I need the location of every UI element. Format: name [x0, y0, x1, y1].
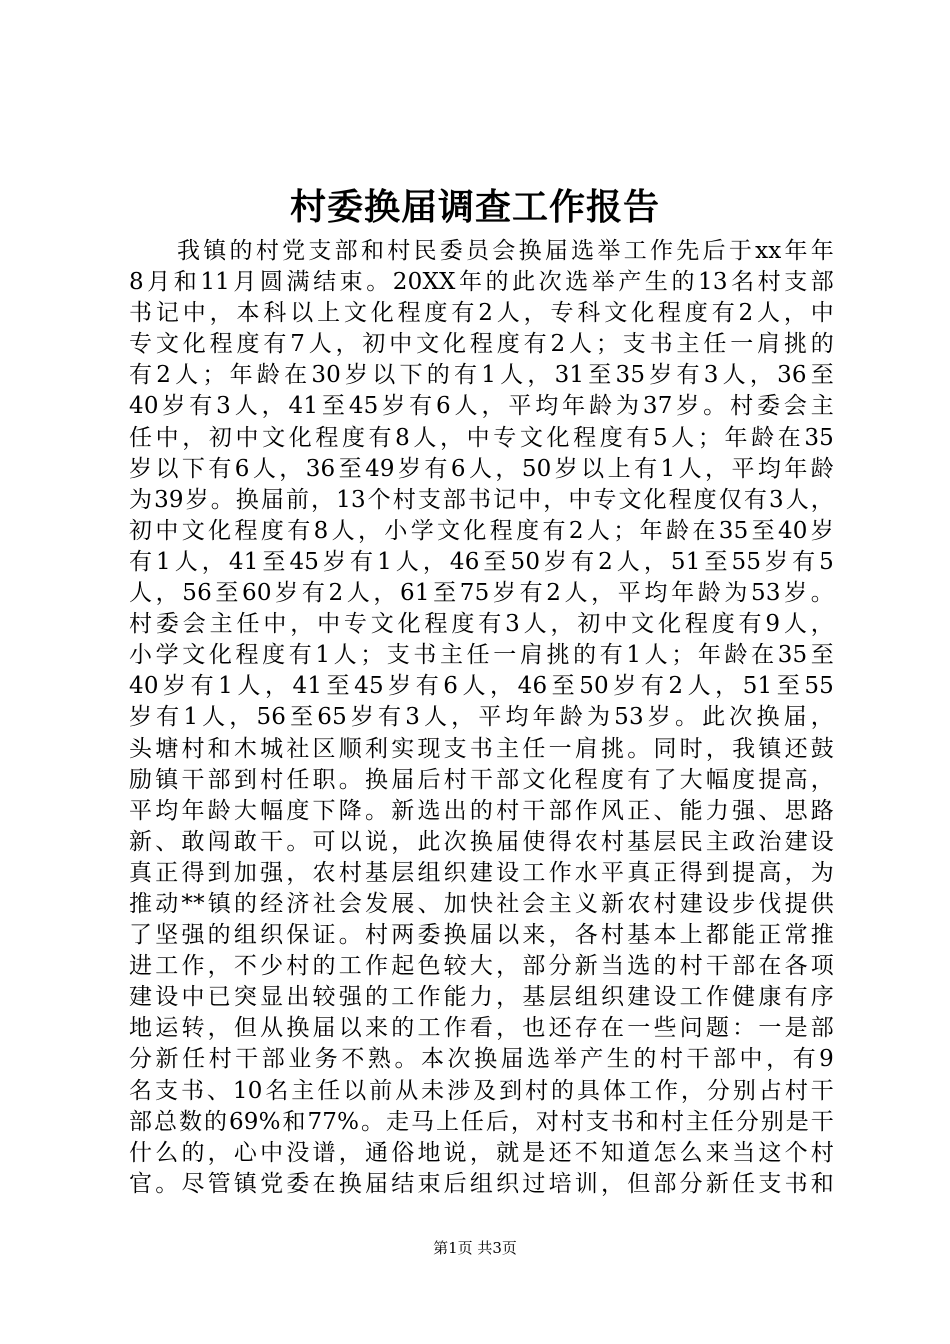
body-line: 40岁有1人，41至45岁有6人，46至50岁有2人，51至55 — [129, 673, 834, 700]
body-line: 村委会主任中，中专文化程度有3人，初中文化程度有9人， — [129, 611, 834, 638]
body-line: 小学文化程度有1人；支书主任一肩挑的有1人；年龄在35至 — [129, 642, 834, 669]
body-line: 8月和11月圆满结束。20XX年的此次选举产生的13名村支部 — [129, 269, 834, 296]
body-line: 进工作，不少村的工作起色较大，部分新当选的村干部在各项 — [129, 953, 834, 980]
body-line: 有2人；年龄在30岁以下的有1人，31至35岁有3人，36至 — [129, 362, 834, 389]
body-line: 真正得到加强，农村基层组织建设工作水平真正得到提高，为 — [129, 859, 834, 886]
body-line: 岁有1人，56至65岁有3人，平均年龄为53岁。此次换届， — [129, 704, 834, 731]
body-line: 初中文化程度有8人，小学文化程度有2人；年龄在35至40岁 — [129, 517, 834, 544]
body-line: 名支书、10名主任以前从未涉及到村的具体工作，分别占村干 — [129, 1077, 834, 1104]
document-title: 村委换届调查工作报告 — [289, 186, 660, 228]
body-line: 地运转，但从换届以来的工作看，也还存在一些问题：一是部 — [129, 1015, 834, 1042]
body-line: 书记中，本科以上文化程度有2人，专科文化程度有2人，中 — [129, 300, 834, 327]
body-line: 有1人，41至45岁有1人，46至50岁有2人，51至55岁有5 — [129, 548, 834, 575]
body-line: 人，56至60岁有2人，61至75岁有2人，平均年龄为53岁。 — [129, 580, 834, 607]
body-line: 为39岁。换届前，13个村支部书记中，中专文化程度仅有3人， — [129, 486, 834, 513]
page-footer: 第1页 共3页 — [433, 1239, 517, 1257]
body-line: 40岁有3人，41至45岁有6人，平均年龄为37岁。村委会主 — [129, 393, 834, 420]
body-line: 建设中已突显出较强的工作能力，基层组织建设工作健康有序 — [129, 984, 834, 1011]
body-text — [129, 236, 834, 1200]
body-line: 头塘村和木城社区顺利实现支书主任一肩挑。同时，我镇还鼓 — [129, 735, 834, 762]
body-line: 专文化程度有7人，初中文化程度有2人；支书主任一肩挑的 — [129, 331, 834, 358]
body-line: 新、敢闯敢干。可以说，此次换届使得农村基层民主政治建设 — [129, 828, 834, 855]
body-line: 部总数的69%和77%。走马上任后，对村支书和村主任分别是干 — [129, 1108, 834, 1135]
body-line: 分新任村干部业务不熟。本次换届选举产生的村干部中，有9 — [129, 1046, 834, 1073]
body-line: 岁以下有6人，36至49岁有6人，50岁以上有1人，平均年龄 — [129, 455, 834, 482]
body-line: 任中，初中文化程度有8人，中专文化程度有5人；年龄在35 — [129, 424, 834, 451]
body-line: 什么的，心中没谱，通俗地说，就是还不知道怎么来当这个村 — [129, 1139, 834, 1166]
body-line: 平均年龄大幅度下降。新选出的村干部作风正、能力强、思路 — [129, 797, 834, 824]
body-line: 励镇干部到村任职。换届后村干部文化程度有了大幅度提高， — [129, 766, 834, 793]
body-line: 我镇的村党支部和村民委员会换届选举工作先后于xx年年 — [177, 238, 834, 264]
body-line: 了坚强的组织保证。村两委换届以来，各村基本上都能正常推 — [129, 922, 834, 949]
body-line: 官。尽管镇党委在换届结束后组织过培训，但部分新任支书和 — [129, 1170, 834, 1197]
body-line: 推动**镇的经济社会发展、加快社会主义新农村建设步伐提供 — [129, 890, 834, 917]
